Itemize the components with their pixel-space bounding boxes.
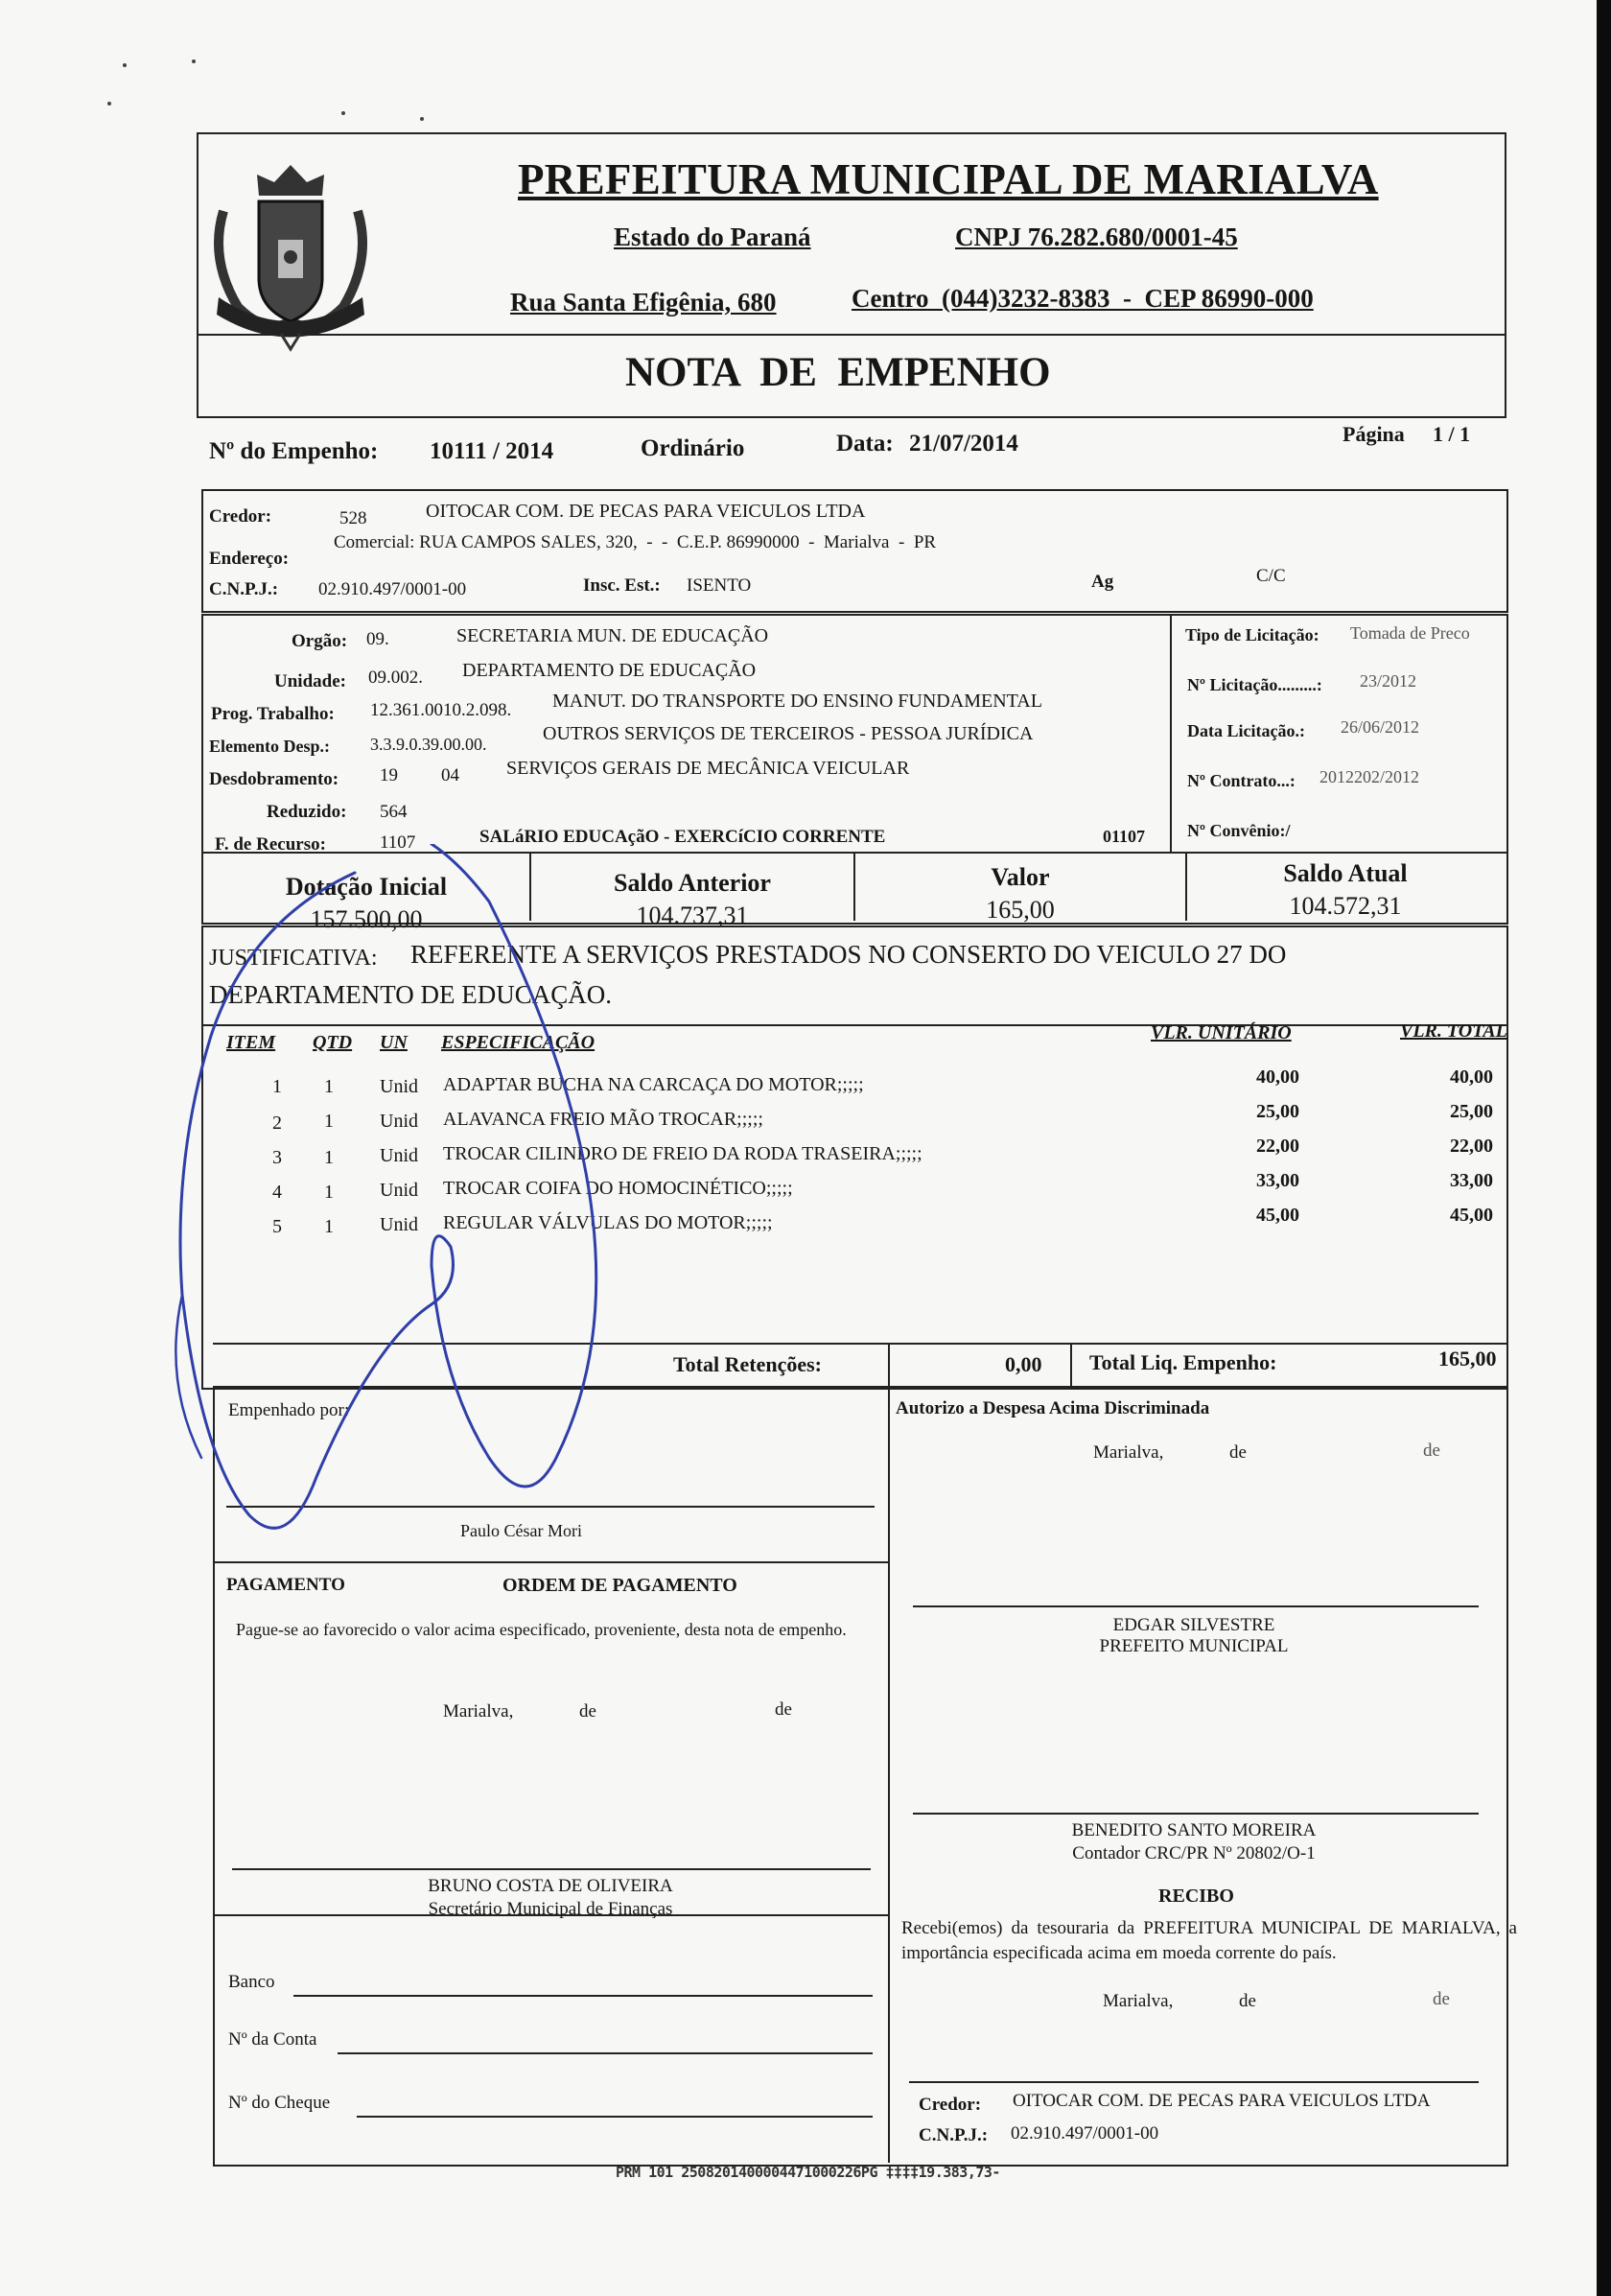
recurso-name: SALáRIO EDUCAçãO - EXERCíCIO CORRENTE bbox=[479, 827, 886, 847]
valor-value: 165,00 bbox=[986, 896, 1055, 924]
prog-label: Prog. Trabalho: bbox=[211, 704, 335, 724]
item-qtd: 1 bbox=[324, 1076, 334, 1097]
elemento-label: Elemento Desp.: bbox=[209, 737, 330, 756]
agency-label: Ag bbox=[1091, 572, 1114, 592]
item-description: TROCAR CILINDRO DE FREIO DA RODA TRASEIRA;;;;; bbox=[443, 1143, 922, 1164]
pagamento-city: Marialva, bbox=[443, 1701, 514, 1722]
col-qtd: QTD bbox=[313, 1032, 353, 1053]
credor-name: OITOCAR COM. DE PECAS PARA VEICULOS LTDA bbox=[426, 501, 866, 522]
credor-label: Credor: bbox=[209, 506, 272, 527]
item-description: ADAPTAR BUCHA NA CARCAÇA DO MOTOR;;;;; bbox=[443, 1074, 864, 1095]
municipality-title: PREFEITURA MUNICIPAL DE MARIALVA bbox=[518, 155, 1379, 203]
item-total-value: 25,00 bbox=[1450, 1101, 1493, 1122]
cheque-label: Nº do Cheque bbox=[228, 2093, 331, 2113]
total-retencoes-value: 0,00 bbox=[1005, 1352, 1042, 1376]
item-qtd: 1 bbox=[324, 1182, 334, 1203]
divider bbox=[1070, 1343, 1072, 1386]
pagamento-de-1: de bbox=[579, 1701, 596, 1722]
autorizo-de-2: de bbox=[1423, 1441, 1440, 1461]
divider bbox=[888, 1386, 890, 2163]
recibo-cnpj-label: C.N.P.J.: bbox=[919, 2125, 989, 2145]
licitacao-number: 23/2012 bbox=[1360, 671, 1417, 691]
item-unit: Unid bbox=[380, 1214, 418, 1235]
total-liquido-value: 165,00 bbox=[1438, 1347, 1497, 1371]
coat-of-arms-icon bbox=[199, 153, 382, 355]
prog-name: MANUT. DO TRANSPORTE DO ENSINO FUNDAMENTAL bbox=[552, 691, 1042, 712]
credor-address: Comercial: RUA CAMPOS SALES, 320, - - C.E.P. 86990000 - Marialva - PR bbox=[334, 532, 937, 552]
address-contact: Centro (044)3232-8383 - CEP 86990-000 bbox=[852, 284, 1314, 313]
item-unit: Unid bbox=[380, 1111, 418, 1132]
divider bbox=[197, 334, 1505, 336]
justificativa-line2: DEPARTAMENTO DE EDUCAÇÃO. bbox=[209, 980, 612, 1009]
empenhado-label: Empenhado por: bbox=[228, 1400, 350, 1420]
pen-marks-icon bbox=[144, 844, 681, 1573]
secretario-role: Secretário Municipal de Finanças bbox=[428, 1899, 673, 1919]
reduzido-value: 564 bbox=[380, 802, 408, 822]
elemento-name: OUTROS SERVIÇOS DE TERCEIROS - PESSOA JURÍDICA bbox=[543, 723, 1034, 744]
signature-line bbox=[913, 1605, 1479, 1607]
saldo-anterior-label: Saldo Anterior bbox=[614, 869, 771, 897]
unidade-code: 09.002. bbox=[368, 668, 423, 688]
page-label: Página bbox=[1342, 422, 1405, 446]
empenho-number: 10111 / 2014 bbox=[430, 438, 554, 464]
saldo-atual-label: Saldo Atual bbox=[1283, 859, 1408, 887]
divider bbox=[888, 1343, 890, 1386]
scan-speck bbox=[123, 63, 127, 67]
signature-line bbox=[913, 1813, 1479, 1815]
item-description: TROCAR COIFA DO HOMOCINÉTICO;;;;; bbox=[443, 1178, 793, 1199]
signature-line bbox=[232, 1868, 871, 1870]
municipality-cnpj: CNPJ 76.282.680/0001-45 bbox=[955, 223, 1238, 251]
item-unit-value: 40,00 bbox=[1256, 1066, 1299, 1088]
date-label: Data: bbox=[836, 431, 894, 457]
empenho-date: 21/07/2014 bbox=[909, 431, 1018, 457]
recibo-credor: OITOCAR COM. DE PECAS PARA VEICULOS LTDA bbox=[1013, 2091, 1431, 2111]
divider bbox=[1170, 614, 1172, 854]
credor-code: 528 bbox=[339, 508, 367, 528]
empenho-number-label: Nº do Empenho: bbox=[209, 438, 379, 464]
licitacao-date: 26/06/2012 bbox=[1341, 717, 1420, 737]
item-description: REGULAR VÁLVULAS DO MOTOR;;;;; bbox=[443, 1212, 773, 1233]
item-unit: Unid bbox=[380, 1076, 418, 1097]
licitacao-number-label: Nº Licitação.........: bbox=[1187, 675, 1322, 694]
total-liquido-label: Total Liq. Empenho: bbox=[1089, 1350, 1277, 1374]
banco-label: Banco bbox=[228, 1972, 275, 1992]
item-total-value: 40,00 bbox=[1450, 1066, 1493, 1088]
item-unit-value: 25,00 bbox=[1256, 1101, 1299, 1122]
recibo-de-1: de bbox=[1239, 1991, 1256, 2011]
col-un: UN bbox=[380, 1032, 408, 1053]
recurso-label: F. de Recurso: bbox=[215, 834, 326, 855]
convenio-label: Nº Convênio:/ bbox=[1187, 821, 1291, 840]
autorizo-label: Autorizo a Despesa Acima Discriminada bbox=[896, 1398, 1210, 1418]
col-unit-value: VLR. UNITÁRIO bbox=[1151, 1022, 1292, 1043]
dotacao-inicial-label: Dotação Inicial bbox=[285, 873, 448, 901]
pagamento-label: PAGAMENTO bbox=[226, 1575, 345, 1595]
credor-cnpj: 02.910.497/0001-00 bbox=[318, 579, 467, 599]
scan-speck bbox=[107, 102, 111, 105]
item-unit-value: 22,00 bbox=[1256, 1136, 1299, 1157]
saldo-atual-value: 104.572,31 bbox=[1289, 892, 1402, 920]
contador-role: Contador CRC/PR Nº 20802/O-1 bbox=[1072, 1843, 1316, 1863]
item-unit-value: 33,00 bbox=[1256, 1170, 1299, 1191]
saldo-anterior-value: 104.737,31 bbox=[636, 902, 749, 929]
pagamento-text: Pague-se ao favorecido o valor acima especificado, proveniente, desta nota de empenho. bbox=[236, 1620, 847, 1639]
autorizo-de-1: de bbox=[1229, 1442, 1247, 1463]
col-especificacao: ESPECIFICAÇÃO bbox=[441, 1032, 595, 1053]
item-number: 5 bbox=[272, 1216, 282, 1237]
desdobramento-a: 19 bbox=[380, 765, 398, 785]
contrato-label: Nº Contrato...: bbox=[1187, 771, 1296, 790]
unidade-label: Unidade: bbox=[274, 671, 346, 691]
dotacao-inicial-value: 157.500,00 bbox=[310, 905, 423, 933]
item-unit-value: 45,00 bbox=[1256, 1205, 1299, 1226]
authentication-code: PRM 101 2508201400004471000226PG ‡‡‡‡19.383,73- bbox=[616, 2164, 1000, 2181]
licitacao-type: Tomada de Preco bbox=[1350, 623, 1470, 643]
elemento-code: 3.3.9.0.39.00.00. bbox=[370, 735, 487, 754]
recibo-de-2: de bbox=[1433, 1989, 1450, 2009]
item-number: 2 bbox=[272, 1113, 282, 1134]
desdobramento-name: SERVIÇOS GERAIS DE MECÂNICA VEICULAR bbox=[506, 758, 910, 779]
insc-label: Insc. Est.: bbox=[583, 575, 661, 596]
item-qtd: 1 bbox=[324, 1147, 334, 1168]
address-label: Endereço: bbox=[209, 549, 290, 569]
col-total-value: VLR. TOTAL bbox=[1400, 1020, 1507, 1042]
item-number: 1 bbox=[272, 1076, 282, 1097]
cheque-line bbox=[357, 2116, 873, 2118]
address-street: Rua Santa Efigênia, 680 bbox=[510, 288, 777, 316]
item-number: 4 bbox=[272, 1182, 282, 1203]
orgao-label: Orgão: bbox=[292, 631, 348, 651]
ordem-pagamento-label: ORDEM DE PAGAMENTO bbox=[502, 1575, 737, 1596]
page-number: 1 / 1 bbox=[1433, 422, 1471, 446]
conta-line bbox=[338, 2052, 873, 2054]
scan-speck bbox=[420, 117, 424, 121]
prefeito-name: EDGAR SILVESTRE bbox=[1112, 1615, 1275, 1635]
recurso-number: 01107 bbox=[1103, 827, 1146, 846]
item-unit: Unid bbox=[380, 1180, 418, 1201]
item-total-value: 45,00 bbox=[1450, 1205, 1493, 1226]
empenho-type: Ordinário bbox=[641, 435, 745, 461]
item-qtd: 1 bbox=[324, 1111, 334, 1132]
autorizo-city: Marialva, bbox=[1093, 1442, 1164, 1463]
empenhado-name: Paulo César Mori bbox=[460, 1521, 582, 1540]
contador-name: BENEDITO SANTO MOREIRA bbox=[1071, 1820, 1317, 1840]
pagamento-de-2: de bbox=[775, 1699, 792, 1720]
licitacao-date-label: Data Licitação.: bbox=[1187, 721, 1305, 740]
signature-line bbox=[909, 2081, 1479, 2083]
recibo-city: Marialva, bbox=[1103, 1991, 1174, 2011]
account-label: C/C bbox=[1256, 566, 1286, 586]
orgao-code: 09. bbox=[366, 629, 389, 649]
prog-code: 12.361.0010.2.098. bbox=[370, 700, 512, 720]
unidade-name: DEPARTAMENTO DE EDUCAÇÃO bbox=[462, 660, 757, 681]
secretario-name: BRUNO COSTA DE OLIVEIRA bbox=[428, 1876, 673, 1896]
recibo-text: Recebi(emos) da tesouraria da PREFEITURA MUNICIPAL DE MARIALVA, a importância especificada acima em moeda corrente do país. bbox=[901, 1918, 1517, 1963]
desdobramento-b: 04 bbox=[441, 765, 459, 785]
desdobramento-label: Desdobramento: bbox=[209, 769, 339, 789]
orgao-name: SECRETARIA MUN. DE EDUCAÇÃO bbox=[456, 625, 769, 646]
contrato-number: 2012202/2012 bbox=[1319, 767, 1420, 786]
item-total-value: 22,00 bbox=[1450, 1136, 1493, 1157]
document-title: NOTA DE EMPENHO bbox=[625, 350, 1051, 395]
item-total-value: 33,00 bbox=[1450, 1170, 1493, 1191]
total-retencoes-label: Total Retenções: bbox=[673, 1352, 822, 1376]
recibo-cnpj: 02.910.497/0001-00 bbox=[1011, 2123, 1159, 2144]
recibo-credor-label: Credor: bbox=[919, 2095, 982, 2115]
scan-speck bbox=[192, 59, 196, 63]
conta-label: Nº da Conta bbox=[228, 2029, 317, 2050]
justificativa-line1: REFERENTE A SERVIÇOS PRESTADOS NO CONSERTO DO VEICULO 27 DO bbox=[410, 940, 1287, 969]
item-number: 3 bbox=[272, 1147, 282, 1168]
item-description: ALAVANCA FREIO MÃO TROCAR;;;;; bbox=[443, 1109, 763, 1130]
credor-cnpj-label: C.N.P.J.: bbox=[209, 579, 279, 599]
scan-speck bbox=[341, 111, 345, 115]
licitacao-type-label: Tipo de Licitação: bbox=[1185, 625, 1319, 644]
item-qtd: 1 bbox=[324, 1216, 334, 1237]
recibo-label: RECIBO bbox=[1158, 1886, 1234, 1907]
justificativa-label: JUSTIFICATIVA: bbox=[209, 946, 378, 971]
state-name: Estado do Paraná bbox=[614, 223, 811, 251]
banco-line bbox=[293, 1995, 873, 1997]
recurso-code: 1107 bbox=[380, 832, 416, 853]
insc-value: ISENTO bbox=[687, 575, 752, 596]
col-item: ITEM bbox=[226, 1032, 276, 1053]
valor-label: Valor bbox=[991, 863, 1050, 891]
reduzido-label: Reduzido: bbox=[267, 802, 347, 822]
item-unit: Unid bbox=[380, 1145, 418, 1166]
prefeito-role: PREFEITO MUNICIPAL bbox=[1099, 1636, 1289, 1656]
